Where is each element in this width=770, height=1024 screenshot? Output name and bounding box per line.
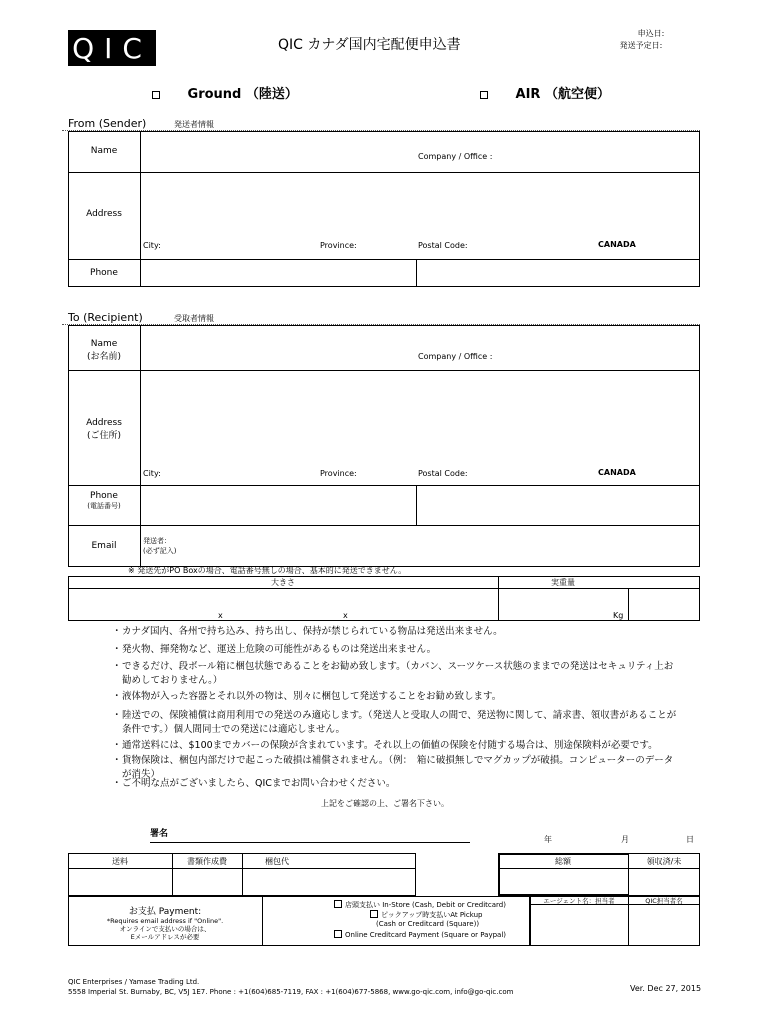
sender-name-field[interactable] — [142, 133, 698, 171]
note-item: ・ カナダ国内、各州で持ち込み、持ち出し、保持が禁じられている物品は発送出来ません。 — [112, 626, 503, 637]
total-header: 総額 — [555, 857, 571, 866]
sig-month: 月 — [621, 835, 629, 844]
fee-postage-field[interactable] — [70, 870, 170, 894]
recipient-phone-label: Phone (電話番号) — [87, 491, 121, 510]
pay-online-option[interactable]: Online Creditcard Payment (Square or Paypal) — [334, 930, 506, 939]
sender-company-label: Company / Office : — [418, 152, 493, 161]
weight-field[interactable] — [500, 590, 626, 620]
size-x1: x — [218, 611, 223, 620]
ground-label: Ground （陸送） — [187, 87, 298, 102]
pay-instore-option[interactable]: 店頭支払い In-Store (Cash, Debit or Creditcard) — [334, 900, 506, 910]
pay-instore-checkbox[interactable] — [334, 900, 342, 908]
ship-date-label: 発送予定日: — [619, 41, 663, 50]
agent-label: エージェント名：担当者 — [543, 897, 615, 905]
sender-section-jp: 発送者情報 — [174, 120, 214, 129]
note-item: ・ 通常送料には、$100までカバーの保険が含まれています。それ以上の価値の保険を付随する場合は、別途保険料が必要です。 — [112, 740, 658, 751]
fee-docs-header: 書類作成費 — [187, 857, 227, 866]
recipient-company-label: Company / Office : — [418, 352, 493, 361]
pay-online-checkbox[interactable] — [334, 930, 342, 938]
recipient-section-label: To (Recipient) — [68, 311, 143, 324]
received-field[interactable] — [630, 870, 698, 894]
weight-header: 実重量 — [551, 578, 575, 587]
note-item: ・ 貨物保険は、梱包内部だけで起こった破損は補償されません。（例： 箱に破損無しでマグカップが破損。コンピューターのデータ が消失） — [112, 755, 674, 780]
note-item: ・ ご不明な点がございましたら、QICまでお問い合わせください。 — [112, 778, 396, 789]
sig-year: 年 — [544, 835, 552, 844]
sender-address-field[interactable] — [142, 174, 698, 236]
footer-company: QIC Enterprises / Yamase Trading Ltd. — [68, 978, 200, 986]
pay-pickup-note: (Cash or Creditcard (Square)) — [376, 920, 480, 928]
size-x2: x — [343, 611, 348, 620]
recipient-name-field[interactable] — [142, 327, 698, 369]
sender-name-label: Name — [90, 146, 118, 156]
note-item: ・ できるだけ、段ボール箱に梱包状態であることをお勧め致します。（カバン、スーツケース状態のままでの発送はセキュリティ上お 勧めしておりません。） — [112, 661, 674, 686]
recipient-province-label: Province: — [320, 469, 357, 478]
sender-province-label: Province: — [320, 241, 357, 250]
ground-checkbox[interactable] — [152, 91, 160, 99]
recipient-email-field[interactable] — [190, 527, 698, 565]
sender-section-label: From (Sender) — [68, 117, 147, 130]
weight-kg: Kg — [613, 611, 624, 620]
fee-postage-header: 送料 — [112, 857, 128, 866]
recipient-phone-field[interactable] — [142, 487, 414, 523]
recipient-city-label: City: — [143, 469, 161, 478]
recipient-section-jp: 受取者情報 — [174, 314, 214, 323]
recipient-address-field[interactable] — [142, 372, 698, 464]
note-item: ・ 陸送での、保険補償は商用利用での発送のみ適応します。（発送人と受取人の間で、発送物に関して、請求書、領収書があることが 条件です。）個人間同士での発送には適応しません。 — [112, 710, 677, 735]
pay-pickup-checkbox[interactable] — [370, 910, 378, 918]
qic-staff-field[interactable] — [630, 906, 698, 944]
payment-info: お支払 Payment: *Requires email address if "Online". オンラインで支払いの場合は、 Eメールアドレスが必要 — [106, 907, 224, 941]
sender-country: CANADA — [598, 240, 636, 249]
pay-pickup-option[interactable]: ピックアップ時支払いAt Pickup — [370, 910, 482, 920]
sender-city-label: City: — [143, 241, 161, 250]
footer-address: 5558 Imperial St. Burnaby, BC, V5J 1E7. Phone : +1(604)685-7119, FAX : +1(604)677-5868, www.go-qic.com, info@go-qic.com — [68, 988, 514, 996]
agent-field[interactable] — [532, 906, 626, 944]
fee-docs-field[interactable] — [174, 870, 240, 894]
note-item: ・ 発火物、揮発物など、運送上危険の可能性があるものは発送出来ません。 — [112, 644, 437, 655]
recipient-country: CANADA — [598, 468, 636, 477]
confirm-text: 上記をご確認の上、ご署名下さい。 — [321, 799, 449, 808]
air-option[interactable] — [480, 83, 610, 102]
note-item: ・ 液体物が入った容器とそれ以外の物は、別々に梱包して発送することをお勧め致します。 — [112, 691, 502, 702]
signature-label: 署名 — [150, 829, 169, 839]
fee-packing-field[interactable] — [244, 870, 414, 894]
qic-logo: QIC — [68, 30, 156, 66]
version: Ver. Dec 27, 2015 — [630, 984, 702, 993]
sender-phone-label: Phone — [90, 268, 118, 278]
recipient-postal-label: Postal Code: — [418, 469, 468, 478]
fee-packing-header: 梱包代 — [265, 857, 289, 866]
qic-staff-label: QIC担当者名 — [645, 897, 683, 905]
total-field[interactable] — [502, 870, 626, 894]
po-box-note: ※ 発送先がPO Boxの場合、電話番号無しの場合、基本的に発送できません。 — [128, 566, 407, 575]
recipient-address-label: Address (ご住所) — [86, 418, 122, 441]
recipient-name-label: Name (お名前) — [86, 339, 122, 362]
signature-field[interactable] — [190, 820, 470, 842]
air-label: AIR （航空便） — [515, 87, 610, 102]
sender-postal-label: Postal Code: — [418, 241, 468, 250]
email-note: 発送者： (必ず記入) — [143, 537, 177, 555]
form-title: QIC カナダ国内宅配便申込書 — [278, 37, 461, 53]
received-header: 領収済/未 — [646, 857, 682, 866]
sig-day: 日 — [686, 835, 694, 844]
size-field[interactable] — [70, 590, 496, 620]
apply-date-label: 申込日: — [637, 29, 665, 38]
size-header: 大きさ — [271, 578, 295, 587]
sender-address-label: Address — [86, 209, 122, 219]
sender-phone-field[interactable] — [142, 261, 414, 285]
recipient-email-label: Email — [91, 541, 117, 551]
air-checkbox[interactable] — [480, 91, 488, 99]
ground-option[interactable] — [152, 83, 298, 102]
